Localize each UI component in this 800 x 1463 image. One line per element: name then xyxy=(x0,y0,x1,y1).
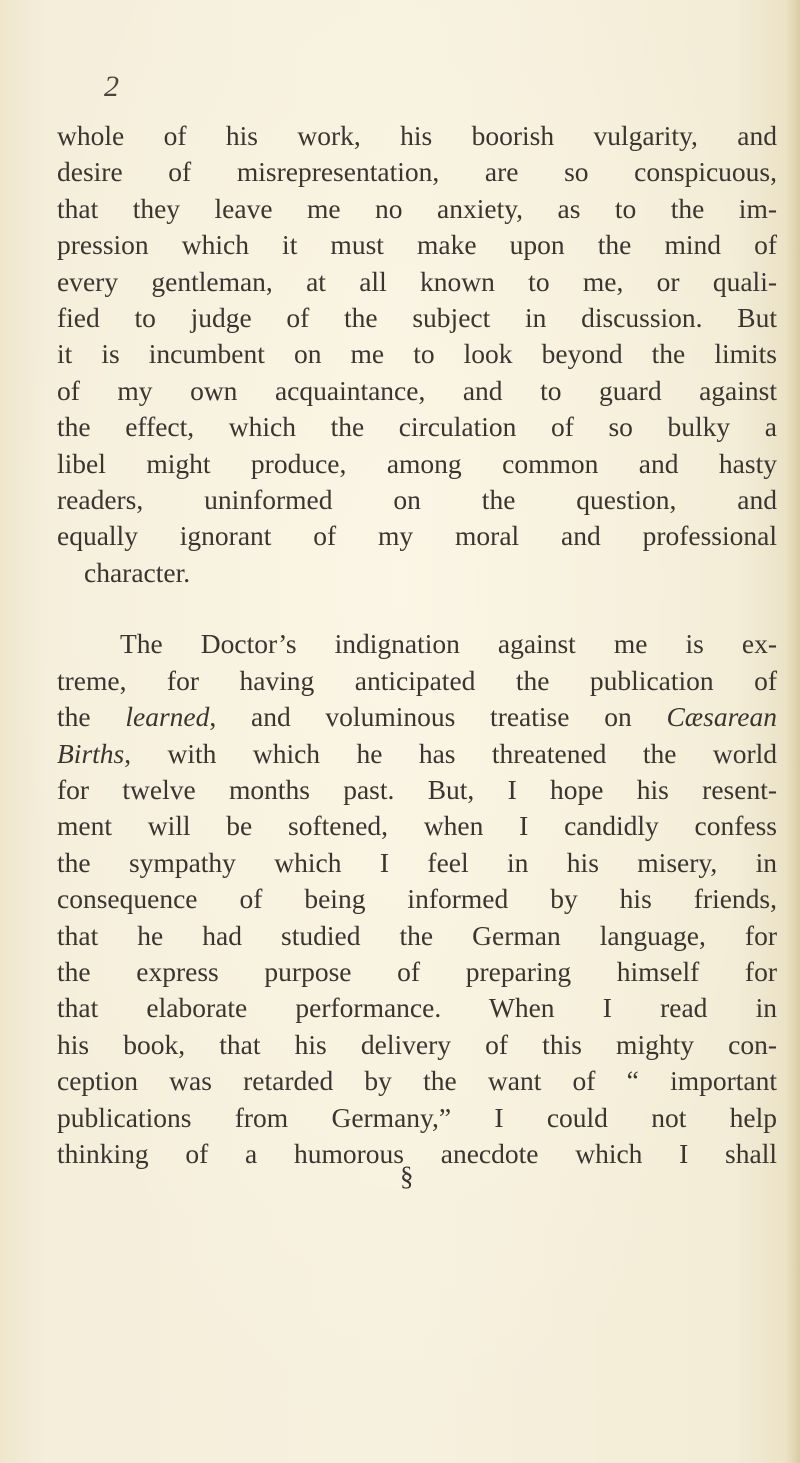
text-segment: The Doctor’s indignation against me is ex- xyxy=(120,628,777,660)
text-line: fied to judge of the subject in discussion. But xyxy=(57,302,777,334)
text-segment: the xyxy=(57,701,126,733)
text-segment: the sympathy which I feel in his misery, in xyxy=(57,846,777,878)
text-line xyxy=(57,626,777,662)
page-number: 2 xyxy=(104,70,119,103)
text-line: of my own acquaintance, and to guard against xyxy=(57,374,777,406)
text-segment: ment will be softened, when I candidly confess xyxy=(57,810,777,842)
text-line: whole of his work, his boorish vulgarity, and xyxy=(57,120,777,151)
text-line xyxy=(57,990,777,1026)
text-segment: for twelve months past. But, I hope his resent- xyxy=(57,773,777,805)
text-segment: his book, that his delivery of this mighty con- xyxy=(57,1028,777,1060)
text-line: that they leave me no anxiety, as to the im- xyxy=(57,192,777,224)
text-line xyxy=(57,1063,777,1099)
page-edge xyxy=(786,0,800,1463)
paragraph-1 xyxy=(57,118,777,591)
text-line: the effect, which the circulation of so bulky a xyxy=(57,411,777,443)
text-line xyxy=(57,736,777,772)
text-line: character. xyxy=(84,556,191,588)
text-line xyxy=(57,954,777,990)
text-segment: the express purpose of preparing himself for xyxy=(57,955,777,987)
text-line xyxy=(57,808,777,844)
text-line xyxy=(57,1136,777,1172)
text-line: desire of misrepresentation, are so conspicuous, xyxy=(57,156,777,188)
italic-text: learned xyxy=(125,701,210,733)
text-line xyxy=(57,1027,777,1063)
catchword: § xyxy=(400,1161,414,1191)
text-segment: treme, for having anticipated the publication of xyxy=(57,664,777,696)
text-segment: that elaborate performance. When I read in xyxy=(57,992,777,1024)
italic-text: Births xyxy=(57,737,125,769)
text-segment: thinking of a humorous anecdote which I shall xyxy=(57,1137,777,1169)
text-line xyxy=(57,881,777,917)
body-text xyxy=(57,118,777,1172)
text-line: equally ignorant of my moral and professional xyxy=(57,520,777,552)
text-line: pression which it must make upon the mind of xyxy=(57,229,777,261)
text-line xyxy=(57,1100,777,1136)
text-line: every gentleman, at all known to me, or quali- xyxy=(57,265,777,297)
text-segment: consequence of being informed by his friends, xyxy=(57,883,777,915)
text-line xyxy=(57,918,777,954)
text-segment: ception was retarded by the want of “ important xyxy=(57,1065,777,1097)
text-segment: that he had studied the German language, for xyxy=(57,919,777,951)
text-line xyxy=(57,772,777,808)
text-segment: publications from Germany,” I could not help xyxy=(57,1101,777,1133)
text-line: libel might produce, among common and hasty xyxy=(57,447,777,479)
text-segment: , with which he has threatened the world xyxy=(124,737,777,769)
text-segment: , and voluminous treatise on xyxy=(209,701,667,733)
text-line: readers, uninformed on the question, and xyxy=(57,484,777,516)
italic-text: Cæsarean xyxy=(666,701,777,733)
text-line xyxy=(57,845,777,881)
text-line: it is incumbent on me to look beyond the limits xyxy=(57,338,777,370)
paragraph-2 xyxy=(57,626,777,1172)
text-line xyxy=(57,663,777,699)
text-line xyxy=(57,699,777,735)
